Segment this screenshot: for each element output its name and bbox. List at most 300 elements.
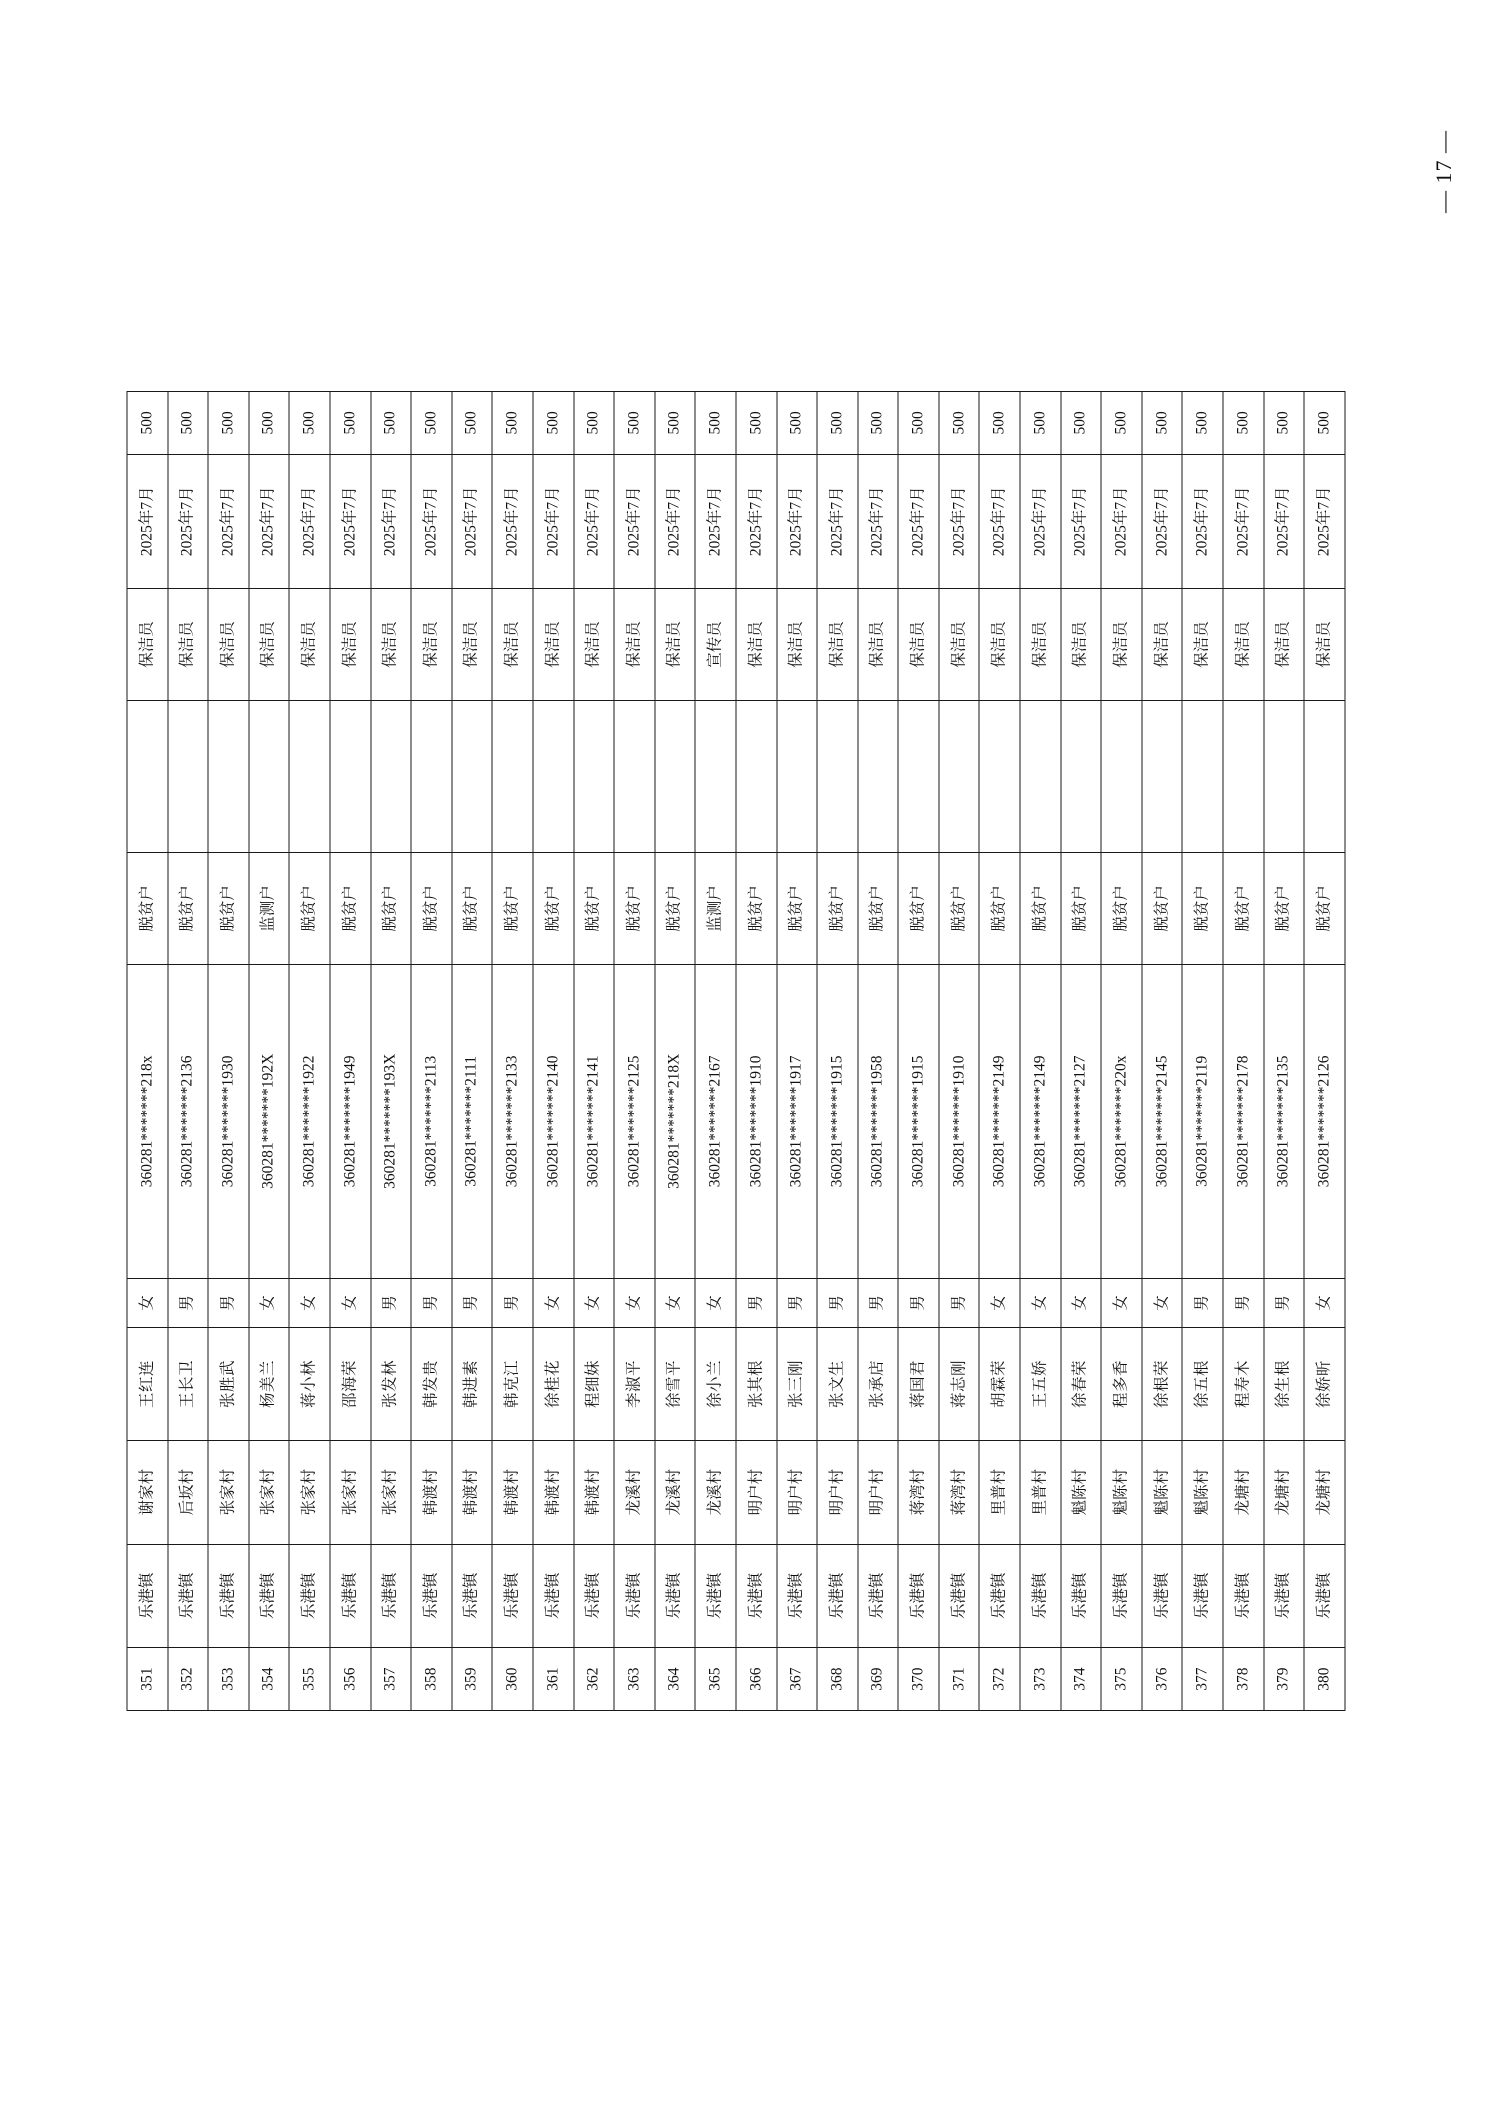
cell-village: 明户村: [735, 1440, 776, 1544]
cell-post: 保洁员: [817, 588, 858, 700]
cell-month: 2025年7月: [1141, 454, 1182, 588]
cell-month: 2025年7月: [1101, 454, 1142, 588]
cell-town: 乐港镇: [898, 1544, 939, 1648]
cell-name: 王五娇: [1020, 1328, 1061, 1440]
cell-id-number: 360281*******2149: [1020, 965, 1061, 1279]
cell-town: 乐港镇: [289, 1544, 330, 1648]
cell-month: 2025年7月: [979, 454, 1020, 588]
cell-post: 保洁员: [938, 588, 979, 700]
cell-name: 徐春荣: [1060, 1328, 1101, 1440]
cell-amount: 500: [1141, 392, 1182, 455]
cell-post: 保洁员: [1060, 588, 1101, 700]
cell-sex: 男: [1182, 1278, 1223, 1328]
cell-village: 里普村: [1020, 1440, 1061, 1544]
cell-sequence: 366: [735, 1648, 776, 1711]
table-row: [289, 392, 330, 1711]
cell-town: 乐港镇: [451, 1544, 492, 1648]
cell-id-number: 360281*******2149: [979, 965, 1020, 1279]
cell-month: 2025年7月: [532, 454, 573, 588]
cell-sequence: 377: [1182, 1648, 1223, 1711]
table-row: [411, 392, 452, 1711]
cell-sex: 男: [167, 1278, 208, 1328]
cell-village: 龙溪村: [614, 1440, 655, 1544]
cell-amount: 500: [329, 392, 370, 455]
cell-post: 保洁员: [411, 588, 452, 700]
table-row: [1263, 392, 1304, 1711]
cell-remark: [1020, 701, 1061, 852]
cell-month: 2025年7月: [938, 454, 979, 588]
cell-town: 乐港镇: [370, 1544, 411, 1648]
cell-town: 乐港镇: [167, 1544, 208, 1648]
table-row: [1141, 392, 1182, 1711]
cell-category: 脱贫户: [451, 852, 492, 964]
cell-post: 保洁员: [127, 588, 168, 700]
cell-sex: 男: [492, 1278, 533, 1328]
table-row: [614, 392, 655, 1711]
cell-sex: 女: [1141, 1278, 1182, 1328]
cell-village: 明户村: [857, 1440, 898, 1544]
cell-month: 2025年7月: [817, 454, 858, 588]
cell-category: 脱贫户: [1182, 852, 1223, 964]
cell-sex: 男: [208, 1278, 249, 1328]
cell-remark: [1304, 701, 1345, 852]
cell-village: 龙溪村: [695, 1440, 736, 1544]
cell-town: 乐港镇: [695, 1544, 736, 1648]
cell-category: 脱贫户: [289, 852, 330, 964]
table-row: [979, 392, 1020, 1711]
cell-id-number: 360281*******2145: [1141, 965, 1182, 1279]
cell-name: 王红连: [127, 1328, 168, 1440]
cell-sequence: 367: [776, 1648, 817, 1711]
cell-name: 张其根: [735, 1328, 776, 1440]
table-row: [898, 392, 939, 1711]
table-row: [817, 392, 858, 1711]
cell-town: 乐港镇: [857, 1544, 898, 1648]
page-number: — 17 —: [1431, 130, 1456, 213]
cell-category: 脱贫户: [938, 852, 979, 964]
cell-category: 脱贫户: [898, 852, 939, 964]
cell-amount: 500: [370, 392, 411, 455]
cell-id-number: 360281*******2127: [1060, 965, 1101, 1279]
cell-remark: [451, 701, 492, 852]
cell-remark: [898, 701, 939, 852]
cell-village: 谢家村: [127, 1440, 168, 1544]
cell-town: 乐港镇: [1141, 1544, 1182, 1648]
cell-sequence: 355: [289, 1648, 330, 1711]
cell-name: 韩进素: [451, 1328, 492, 1440]
cell-town: 乐港镇: [1182, 1544, 1223, 1648]
table-row: [573, 392, 614, 1711]
cell-town: 乐港镇: [1304, 1544, 1345, 1648]
cell-month: 2025年7月: [411, 454, 452, 588]
cell-id-number: 360281*******2141: [573, 965, 614, 1279]
cell-post: 保洁员: [857, 588, 898, 700]
cell-post: 保洁员: [1223, 588, 1264, 700]
cell-post: 保洁员: [614, 588, 655, 700]
cell-remark: [1263, 701, 1304, 852]
cell-id-number: 360281*******2125: [614, 965, 655, 1279]
cell-name: 张文生: [817, 1328, 858, 1440]
cell-category: 脱贫户: [654, 852, 695, 964]
cell-sex: 女: [695, 1278, 736, 1328]
cell-id-number: 360281*******2167: [695, 965, 736, 1279]
cell-town: 乐港镇: [1060, 1544, 1101, 1648]
cell-month: 2025年7月: [370, 454, 411, 588]
cell-category: 脱贫户: [817, 852, 858, 964]
cell-village: 明户村: [776, 1440, 817, 1544]
cell-amount: 500: [208, 392, 249, 455]
cell-remark: [1141, 701, 1182, 852]
cell-month: 2025年7月: [289, 454, 330, 588]
cell-category: 脱贫户: [167, 852, 208, 964]
cell-category: 脱贫户: [1223, 852, 1264, 964]
cell-month: 2025年7月: [167, 454, 208, 588]
cell-id-number: 360281*******1922: [289, 965, 330, 1279]
cell-sex: 女: [1304, 1278, 1345, 1328]
cell-category: 脱贫户: [492, 852, 533, 964]
cell-post: 保洁员: [1020, 588, 1061, 700]
table-row: [1223, 392, 1264, 1711]
cell-remark: [208, 701, 249, 852]
cell-sex: 女: [289, 1278, 330, 1328]
cell-amount: 500: [1304, 392, 1345, 455]
cell-village: 魁陈村: [1182, 1440, 1223, 1544]
cell-amount: 500: [938, 392, 979, 455]
cell-month: 2025年7月: [329, 454, 370, 588]
cell-sex: 男: [776, 1278, 817, 1328]
cell-town: 乐港镇: [938, 1544, 979, 1648]
cell-name: 程寿木: [1223, 1328, 1264, 1440]
cell-sequence: 354: [248, 1648, 289, 1711]
table-row: [1101, 392, 1142, 1711]
cell-id-number: 360281*******2135: [1263, 965, 1304, 1279]
cell-name: 张三刚: [776, 1328, 817, 1440]
cell-sequence: 375: [1101, 1648, 1142, 1711]
table-row: [776, 392, 817, 1711]
cell-post: 保洁员: [1304, 588, 1345, 700]
cell-post: 保洁员: [329, 588, 370, 700]
cell-town: 乐港镇: [127, 1544, 168, 1648]
cell-village: 魁陈村: [1101, 1440, 1142, 1544]
cell-remark: [167, 701, 208, 852]
cell-amount: 500: [1263, 392, 1304, 455]
cell-post: 保洁员: [492, 588, 533, 700]
cell-remark: [1182, 701, 1223, 852]
cell-post: 保洁员: [979, 588, 1020, 700]
cell-category: 脱贫户: [411, 852, 452, 964]
cell-month: 2025年7月: [248, 454, 289, 588]
cell-post: 保洁员: [451, 588, 492, 700]
cell-town: 乐港镇: [248, 1544, 289, 1648]
table-row: [208, 392, 249, 1711]
cell-remark: [776, 701, 817, 852]
table-row: [695, 392, 736, 1711]
cell-remark: [938, 701, 979, 852]
cell-id-number: 360281*******1910: [735, 965, 776, 1279]
cell-post: 保洁员: [1182, 588, 1223, 700]
cell-amount: 500: [411, 392, 452, 455]
cell-remark: [411, 701, 452, 852]
cell-amount: 500: [167, 392, 208, 455]
cell-town: 乐港镇: [776, 1544, 817, 1648]
cell-category: 脱贫户: [1304, 852, 1345, 964]
cell-village: 韩渡村: [492, 1440, 533, 1544]
cell-village: 后坂村: [167, 1440, 208, 1544]
cell-amount: 500: [1020, 392, 1061, 455]
cell-sex: 女: [127, 1278, 168, 1328]
cell-category: 脱贫户: [614, 852, 655, 964]
cell-category: 脱贫户: [1263, 852, 1304, 964]
cell-name: 张胜武: [208, 1328, 249, 1440]
cell-month: 2025年7月: [776, 454, 817, 588]
cell-town: 乐港镇: [411, 1544, 452, 1648]
cell-sex: 男: [370, 1278, 411, 1328]
cell-name: 韩发贵: [411, 1328, 452, 1440]
cell-sequence: 371: [938, 1648, 979, 1711]
cell-month: 2025年7月: [573, 454, 614, 588]
cell-name: 徐桂花: [532, 1328, 573, 1440]
cell-sequence: 379: [1263, 1648, 1304, 1711]
cell-sequence: 353: [208, 1648, 249, 1711]
cell-sequence: 369: [857, 1648, 898, 1711]
table-row: [938, 392, 979, 1711]
cell-category: 脱贫户: [573, 852, 614, 964]
cell-sequence: 374: [1060, 1648, 1101, 1711]
cell-town: 乐港镇: [1101, 1544, 1142, 1648]
cell-post: 保洁员: [573, 588, 614, 700]
cell-village: 张家村: [289, 1440, 330, 1544]
cell-remark: [979, 701, 1020, 852]
cell-sequence: 352: [167, 1648, 208, 1711]
cell-sex: 女: [614, 1278, 655, 1328]
table-row: [1060, 392, 1101, 1711]
cell-town: 乐港镇: [1020, 1544, 1061, 1648]
cell-amount: 500: [289, 392, 330, 455]
cell-sequence: 360: [492, 1648, 533, 1711]
cell-sequence: 370: [898, 1648, 939, 1711]
cell-sequence: 361: [532, 1648, 573, 1711]
cell-id-number: 360281*******193X: [370, 965, 411, 1279]
table-row: [492, 392, 533, 1711]
cell-village: 明户村: [817, 1440, 858, 1544]
cell-town: 乐港镇: [208, 1544, 249, 1648]
cell-month: 2025年7月: [208, 454, 249, 588]
cell-name: 程多香: [1101, 1328, 1142, 1440]
cell-sex: 女: [1101, 1278, 1142, 1328]
cell-town: 乐港镇: [532, 1544, 573, 1648]
cell-month: 2025年7月: [695, 454, 736, 588]
cell-amount: 500: [817, 392, 858, 455]
cell-category: 脱贫户: [735, 852, 776, 964]
cell-remark: [370, 701, 411, 852]
cell-remark: [614, 701, 655, 852]
cell-village: 张家村: [208, 1440, 249, 1544]
cell-post: 保洁员: [1101, 588, 1142, 700]
cell-remark: [1060, 701, 1101, 852]
cell-sex: 男: [857, 1278, 898, 1328]
cell-month: 2025年7月: [451, 454, 492, 588]
cell-month: 2025年7月: [1020, 454, 1061, 588]
table-row: [329, 392, 370, 1711]
cell-id-number: 360281*******218X: [654, 965, 695, 1279]
cell-name: 徐娇昕: [1304, 1328, 1345, 1440]
table-row: [654, 392, 695, 1711]
cell-id-number: 360281*******1917: [776, 965, 817, 1279]
cell-post: 保洁员: [898, 588, 939, 700]
cell-sequence: 358: [411, 1648, 452, 1711]
cell-village: 韩渡村: [411, 1440, 452, 1544]
cell-remark: [654, 701, 695, 852]
cell-name: 蒋国君: [898, 1328, 939, 1440]
cell-name: 徐根荣: [1141, 1328, 1182, 1440]
cell-sequence: 364: [654, 1648, 695, 1711]
cell-name: 程细妹: [573, 1328, 614, 1440]
cell-sequence: 351: [127, 1648, 168, 1711]
cell-sex: 男: [451, 1278, 492, 1328]
cell-amount: 500: [776, 392, 817, 455]
cell-remark: [329, 701, 370, 852]
cell-category: 脱贫户: [1020, 852, 1061, 964]
cell-village: 龙溪村: [654, 1440, 695, 1544]
cell-amount: 500: [1223, 392, 1264, 455]
cell-sequence: 372: [979, 1648, 1020, 1711]
cell-name: 徐雪平: [654, 1328, 695, 1440]
cell-id-number: 360281*******2126: [1304, 965, 1345, 1279]
table-row: [532, 392, 573, 1711]
cell-village: 龙塘村: [1263, 1440, 1304, 1544]
cell-amount: 500: [654, 392, 695, 455]
cell-sex: 男: [898, 1278, 939, 1328]
cell-id-number: 360281*******2133: [492, 965, 533, 1279]
cell-village: 蒋湾村: [898, 1440, 939, 1544]
cell-village: 里普村: [979, 1440, 1020, 1544]
cell-id-number: 360281*******1949: [329, 965, 370, 1279]
cell-category: 脱贫户: [1101, 852, 1142, 964]
table-body: [127, 392, 1345, 1711]
cell-id-number: 360281*******2113: [411, 965, 452, 1279]
cell-name: 李淑平: [614, 1328, 655, 1440]
cell-category: 脱贫户: [1141, 852, 1182, 964]
cell-month: 2025年7月: [127, 454, 168, 588]
cell-village: 韩渡村: [451, 1440, 492, 1544]
cell-town: 乐港镇: [614, 1544, 655, 1648]
cell-remark: [289, 701, 330, 852]
cell-category: 监测户: [248, 852, 289, 964]
cell-name: 张发林: [370, 1328, 411, 1440]
cell-post: 保洁员: [289, 588, 330, 700]
cell-amount: 500: [492, 392, 533, 455]
cell-sex: 女: [248, 1278, 289, 1328]
cell-town: 乐港镇: [1223, 1544, 1264, 1648]
table-row: [248, 392, 289, 1711]
table-row: [857, 392, 898, 1711]
cell-amount: 500: [614, 392, 655, 455]
cell-remark: [817, 701, 858, 852]
cell-post: 保洁员: [370, 588, 411, 700]
cell-post: 保洁员: [735, 588, 776, 700]
cell-month: 2025年7月: [614, 454, 655, 588]
cell-remark: [532, 701, 573, 852]
cell-category: 脱贫户: [208, 852, 249, 964]
cell-town: 乐港镇: [735, 1544, 776, 1648]
cell-month: 2025年7月: [492, 454, 533, 588]
cell-sex: 男: [817, 1278, 858, 1328]
cell-id-number: 360281*******2119: [1182, 965, 1223, 1279]
table-row: [1020, 392, 1061, 1711]
cell-month: 2025年7月: [735, 454, 776, 588]
cell-month: 2025年7月: [1223, 454, 1264, 588]
cell-sequence: 378: [1223, 1648, 1264, 1711]
cell-sequence: 356: [329, 1648, 370, 1711]
cell-month: 2025年7月: [1060, 454, 1101, 588]
cell-id-number: 360281*******1958: [857, 965, 898, 1279]
cell-amount: 500: [735, 392, 776, 455]
cell-post: 保洁员: [776, 588, 817, 700]
cell-remark: [735, 701, 776, 852]
cell-village: 魁陈村: [1141, 1440, 1182, 1544]
cell-id-number: 360281*******2178: [1223, 965, 1264, 1279]
cell-sex: 男: [411, 1278, 452, 1328]
cell-sequence: 376: [1141, 1648, 1182, 1711]
cell-id-number: 360281*******1910: [938, 965, 979, 1279]
cell-amount: 500: [1182, 392, 1223, 455]
cell-amount: 500: [1060, 392, 1101, 455]
cell-remark: [695, 701, 736, 852]
cell-month: 2025年7月: [1263, 454, 1304, 588]
table-row: [127, 392, 168, 1711]
cell-month: 2025年7月: [1304, 454, 1345, 588]
cell-name: 韩克江: [492, 1328, 533, 1440]
cell-name: 蒋志刚: [938, 1328, 979, 1440]
cell-remark: [573, 701, 614, 852]
cell-amount: 500: [573, 392, 614, 455]
cell-id-number: 360281*******2111: [451, 965, 492, 1279]
cell-name: 邵海荣: [329, 1328, 370, 1440]
cell-town: 乐港镇: [654, 1544, 695, 1648]
cell-name: 张承店: [857, 1328, 898, 1440]
cell-sex: 女: [1060, 1278, 1101, 1328]
cell-village: 张家村: [370, 1440, 411, 1544]
cell-amount: 500: [127, 392, 168, 455]
cell-remark: [248, 701, 289, 852]
table-row: [1182, 392, 1223, 1711]
cell-category: 脱贫户: [1060, 852, 1101, 964]
cell-town: 乐港镇: [492, 1544, 533, 1648]
cell-amount: 500: [695, 392, 736, 455]
cell-sequence: 362: [573, 1648, 614, 1711]
cell-sex: 女: [1020, 1278, 1061, 1328]
cell-sex: 女: [573, 1278, 614, 1328]
cell-town: 乐港镇: [817, 1544, 858, 1648]
cell-village: 韩渡村: [532, 1440, 573, 1544]
table-row: [167, 392, 208, 1711]
cell-amount: 500: [248, 392, 289, 455]
cell-id-number: 360281*******1915: [898, 965, 939, 1279]
cell-sex: 女: [654, 1278, 695, 1328]
cell-amount: 500: [451, 392, 492, 455]
rotated-table-area: [126, 391, 1361, 1711]
cell-id-number: 360281*******192X: [248, 965, 289, 1279]
beneficiary-table: [126, 391, 1345, 1711]
cell-amount: 500: [898, 392, 939, 455]
cell-amount: 500: [532, 392, 573, 455]
cell-village: 蒋湾村: [938, 1440, 979, 1544]
cell-sex: 男: [1223, 1278, 1264, 1328]
cell-sex: 男: [938, 1278, 979, 1328]
cell-id-number: 360281*******2140: [532, 965, 573, 1279]
cell-category: 脱贫户: [532, 852, 573, 964]
cell-amount: 500: [1101, 392, 1142, 455]
